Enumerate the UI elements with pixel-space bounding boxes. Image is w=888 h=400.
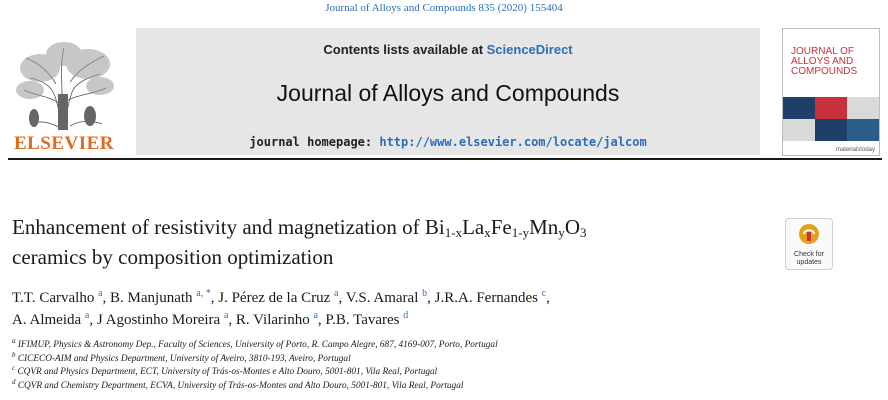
author: P.B. Tavares $^d$ bbox=[325, 310, 409, 328]
author: V.S. Amaral $^b$ bbox=[345, 288, 428, 306]
author-line-2: A. Almeida $^a$, J Agostinho Moreira $^a$, R. Vilarinho $^a$, P.B. Tavares $^d$ bbox=[12, 310, 409, 328]
affiliation-item: $^b$ CICECO-AIM and Physics Department, University of Aveiro, 3810-193, Aveiro, Portugal bbox=[12, 350, 351, 364]
homepage-label: journal homepage: bbox=[249, 135, 380, 149]
journal-cover[interactable] bbox=[782, 28, 880, 156]
citation-line[interactable]: Journal of Alloys and Compounds 835 (2020) 155404 bbox=[325, 2, 563, 14]
title-line-1 bbox=[12, 212, 772, 242]
author: J. Pérez de la Cruz $^a$ bbox=[218, 288, 339, 306]
check-for-updates-icon bbox=[798, 222, 820, 246]
sciencedirect-link[interactable]: ScienceDirect bbox=[486, 42, 573, 57]
affiliation-list bbox=[12, 336, 872, 393]
title-formula: $Bi_{1-x}La_xFe_{1-y}Mn_yO_3$ bbox=[424, 215, 587, 240]
title-text: Enhancement of resistivity and magnetization of bbox=[12, 215, 425, 239]
journal-banner bbox=[136, 28, 760, 155]
cover-title-line: JOURNAL OF bbox=[791, 46, 854, 57]
affiliation-item: $^c$ CQVR and Physics Department, ECT, University of Trás-os-Montes e Alto Douro, 5001-801, Vila Real, Portugal bbox=[12, 363, 438, 377]
publisher-name: ELSEVIER bbox=[13, 133, 115, 154]
title-line-2: ceramics by composition optimization bbox=[12, 245, 334, 269]
check-for-updates-button[interactable] bbox=[785, 218, 833, 270]
cover-brand: materialstoday bbox=[835, 147, 875, 153]
cover-title-line: ALLOYS AND bbox=[791, 56, 854, 67]
tree-logo-icon bbox=[10, 34, 118, 132]
contents-availability bbox=[136, 42, 760, 57]
author-line-1: T.T. Carvalho $^a$, B. Manjunath $^{a, *}$, J. Pérez de la Cruz $^a$, V.S. Amaral $^b$, J.R.A. Fernandes $^c$, bbox=[12, 288, 550, 306]
affiliation-item: $^a$ IFIMUP, Physics & Astronomy Dep., Faculty of Sciences, University of Porto, R. Campo Alegre, 687, 4169-007, Porto, Portugal bbox=[12, 336, 498, 350]
author: A. Almeida $^a$ bbox=[12, 310, 90, 328]
author: J Agostinho Moreira $^a$ bbox=[96, 310, 229, 328]
author: T.T. Carvalho $^a$ bbox=[12, 288, 103, 306]
author: R. Vilarinho $^a$ bbox=[235, 310, 318, 328]
journal-homepage bbox=[136, 135, 760, 149]
author: J.R.A. Fernandes $^c$ bbox=[434, 288, 547, 306]
journal-masthead bbox=[8, 28, 880, 155]
author: B. Manjunath $^{a, *}$ bbox=[110, 288, 211, 306]
contents-prefix: Contents lists available at bbox=[323, 42, 487, 57]
check-updates-label: Check for updates bbox=[794, 251, 824, 266]
article-title bbox=[12, 212, 772, 272]
journal-title: Journal of Alloys and Compounds bbox=[276, 80, 620, 106]
affiliation-item: $^d$ CQVR and Chemistry Department, ECVA, University of Trás-os-Montes and Alto Douro, 5001-801, Vila Real, Portugal bbox=[12, 377, 464, 391]
homepage-link[interactable]: http://www.elsevier.com/locate/jalcom bbox=[379, 135, 647, 149]
cover-graphic-icon bbox=[783, 97, 879, 141]
cover-title-line: COMPOUNDS bbox=[791, 66, 858, 77]
header-divider bbox=[8, 158, 882, 160]
cover-title bbox=[791, 47, 877, 77]
publisher-logo[interactable] bbox=[8, 28, 120, 155]
author-list bbox=[12, 287, 812, 331]
